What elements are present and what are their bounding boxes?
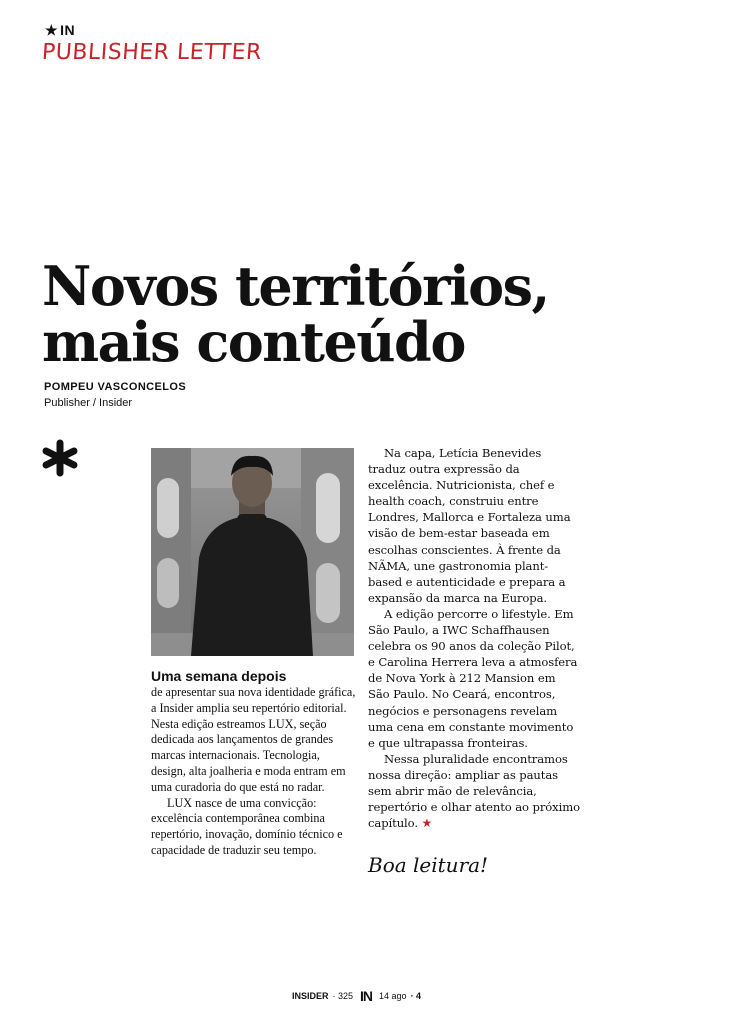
headline-line-1: Novos territórios, (42, 254, 549, 318)
asterisk-icon (40, 438, 84, 482)
page-title (42, 254, 702, 374)
right-column (368, 445, 580, 831)
headline-line-2: mais conteúdo (42, 310, 465, 374)
page-footer (292, 988, 421, 1004)
end-mark-icon: ★ (421, 816, 433, 831)
portrait-photo-art (151, 448, 354, 656)
magazine-name: INSIDER (292, 991, 329, 1001)
author-name: POMPEU VASCONCELOS (44, 381, 187, 393)
kicker-text: IN (60, 22, 76, 38)
page-number: · 4 (410, 991, 422, 1001)
body-paragraph: Na capa, Letícia Benevides traduz outra expressão da excelência. Nutricionista, chef e health coach, construiu entre Londres, Mallorca e Fortaleza uma visão de bem-estar baseada em escolhas conscientes. À frente da NÃMA, une gastronomia plant-based e autenticidade e prepara a expansão da marca na Europa. (368, 446, 571, 605)
section-kicker (45, 22, 75, 39)
signoff: Boa leitura! (368, 853, 489, 877)
body-paragraph (368, 751, 580, 831)
issue-number: · 325 (332, 991, 354, 1001)
portrait-photo (151, 448, 354, 656)
body-paragraph: A edição percorre o lifestyle. Em São Paulo, a IWC Schaffhausen celebra os 90 anos da coleção Pilot, e Carolina Herrera leva a atmosfera de Nova York à 212 Mansion em São Paulo. No Ceará, encontros, negócios e personagens revelam uma cena em constante movimento e que ultrapassa fronteiras. (368, 606, 578, 750)
insider-logo: IN (360, 988, 373, 1004)
left-column (151, 668, 356, 859)
body-paragraph: LUX nasce de uma convicção: excelência contemporânea combina repertório, inovação, domínio técnico e capacidade de traduzir seu tempo. (151, 795, 343, 857)
subhead: Uma semana depois (151, 668, 287, 684)
issue-date: 14 ago (379, 991, 407, 1001)
author-role: Publisher / Insider (44, 397, 133, 409)
closing-paragraph-text: Nessa pluralidade encontramos nossa direção: ampliar as pautas sem abrir mão de relevância, repertório e olhar atento ao próximo capítulo. (368, 751, 580, 831)
section-label: PUBLISHER LETTER (41, 40, 263, 65)
body-paragraph: de apresentar sua nova identidade gráfica, a Insider amplia seu repertório editorial. Nesta edição estreamos LUX, seção dedicada aos lançamentos de grandes marcas internacionais. Tecnologia, design, alta joalheria e moda entram em uma curadoria do que está no radar. (151, 685, 356, 794)
star-icon: ★ (45, 22, 59, 38)
